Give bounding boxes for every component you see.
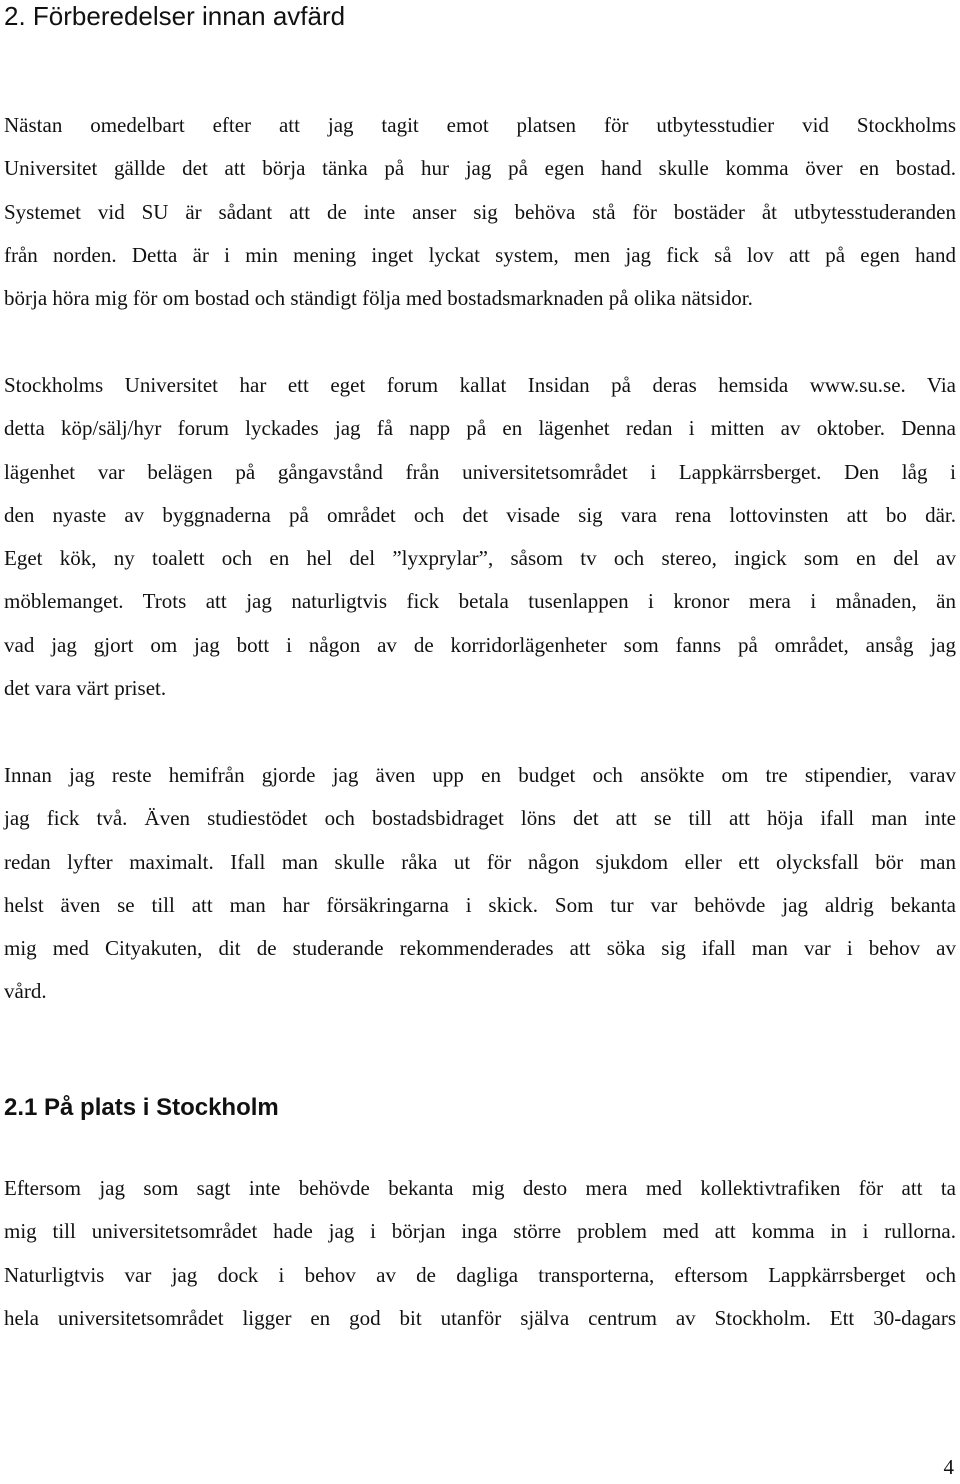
text-line: Eftersom jag som sagt inte behövde bekanta mig desto mera med kollektivtrafiken för att ta xyxy=(4,1176,956,1200)
paragraph-transport xyxy=(4,1167,956,1340)
subsection-heading: 2.1 På plats i Stockholm xyxy=(4,1094,279,1121)
text-line: börja höra mig för om bostad och ständigt följa med bostadsmarknaden på olika nätsidor. xyxy=(4,286,753,311)
text-line: möblemanget. Trots att jag naturligtvis fick betala tusenlappen i kronor mera i månaden, än xyxy=(4,589,956,614)
paragraph-budget xyxy=(4,754,956,1014)
text-line: Universitet gällde det att börja tänka på hur jag på egen hand skulle komma över en bostad. xyxy=(4,156,956,181)
text-line: mig med Cityakuten, dit de studerande rekommenderades att söka sig ifall man var i behov av xyxy=(4,936,956,961)
text-line: vad jag gjort om jag bott i någon av de korridorlägenheter som fanns på området, ansåg jag xyxy=(4,632,956,657)
text-line: Innan jag reste hemifrån gjorde jag även upp en budget och ansökte om tre stipendier, varav xyxy=(4,763,956,787)
text-line: Stockholms Universitet har ett eget forum kallat Insidan på deras hemsida www.su.se. Via xyxy=(4,373,956,397)
text-line: Eget kök, ny toalett och en hel del ”lyxprylar”, såsom tv och stereo, ingick som en del av xyxy=(4,546,956,571)
text-line: den nyaste av byggnaderna på området och det visade sig vara rena lottovinsten att bo där. xyxy=(4,502,956,527)
text-line: helst även se till att man har försäkringarna i skick. Som tur var behövde jag aldrig bekanta xyxy=(4,892,956,917)
page-number: 4 xyxy=(943,1455,954,1479)
text-line: Naturligtvis var jag dock i behov av de dagliga transporterna, eftersom Lappkärrsberget och xyxy=(4,1262,956,1287)
text-line: det vara värt priset. xyxy=(4,676,167,701)
text-line: vård. xyxy=(4,979,47,1004)
section-heading: 2. Förberedelser innan avfärd xyxy=(4,1,346,31)
text-line: redan lyfter maximalt. Ifall man skulle råka ut för någon sjukdom eller ett olycksfall bör man xyxy=(4,849,956,874)
text-line: hela universitetsområdet ligger en god bit utanför själva centrum av Stockholm. Ett 30-dagars xyxy=(4,1305,956,1330)
text-line: lägenhet var belägen på gångavstånd från universitetsområdet i Lappkärrsberget. Den låg i xyxy=(4,459,956,484)
paragraph-housing xyxy=(4,104,956,320)
text-line: detta köp/sälj/hyr forum lyckades jag få napp på en lägenhet redan i mitten av oktober. Denna xyxy=(4,416,956,441)
paragraph-apartment xyxy=(4,364,956,710)
text-line: Nästan omedelbart efter att jag tagit emot platsen för utbytesstudier vid Stockholms xyxy=(4,113,956,137)
text-line: mig till universitetsområdet hade jag i början inga större problem med att komma in i rullorna. xyxy=(4,1219,956,1244)
text-line: Systemet vid SU är sådant att de inte anser sig behöva stå för bostäder åt utbytesstuderanden xyxy=(4,199,956,224)
text-line: från norden. Detta är i min mening inget lyckat system, men jag fick så lov att på egen hand xyxy=(4,242,956,267)
text-line: jag fick två. Även studiestödet och bostadsbidraget löns det att se till att höja ifall man inte xyxy=(4,806,956,831)
